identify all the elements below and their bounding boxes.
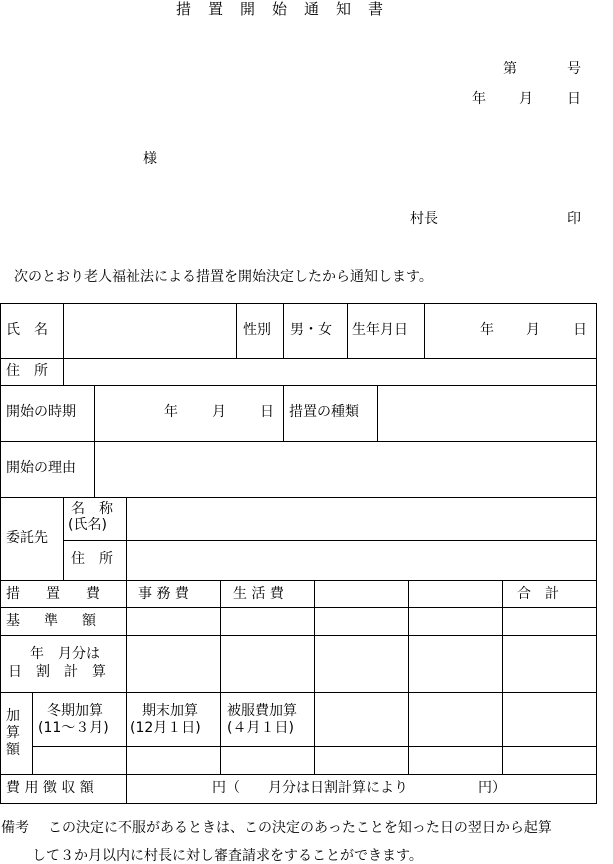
measure-cost-label: 措 置 費 bbox=[6, 586, 106, 602]
yearend-label-line2: (12月１日) bbox=[130, 720, 201, 736]
addition-label bbox=[6, 708, 22, 758]
birth-label: 生年月日 bbox=[352, 322, 408, 338]
start-time-label: 開始の時期 bbox=[6, 404, 76, 420]
number-prefix: 第 bbox=[503, 61, 517, 77]
consignee-address-label: 住 所 bbox=[71, 551, 113, 567]
total-label: 合 計 bbox=[517, 586, 559, 602]
remarks-label: 備考 bbox=[1, 820, 29, 836]
date-year: 年 bbox=[472, 91, 486, 107]
document-title: 措置開始通知書 bbox=[176, 0, 401, 18]
seal-mark: 印 bbox=[567, 211, 581, 227]
gender-value: 男・女 bbox=[290, 322, 332, 338]
measure-type-label: 措置の種類 bbox=[289, 404, 359, 420]
start-day: 日 bbox=[260, 404, 274, 420]
address-label: 住 所 bbox=[6, 363, 48, 379]
addition-label-text: 加算額 bbox=[6, 708, 20, 758]
remarks-line2: して３か月以内に村長に対し審査請求をすることができます。 bbox=[32, 848, 423, 864]
winter-label-line1: 冬期加算 bbox=[47, 703, 103, 719]
consignee-name-label: 名 称 bbox=[71, 501, 113, 517]
yearend-label-line1: 期末加算 bbox=[142, 703, 198, 719]
birth-year: 年 bbox=[480, 322, 494, 338]
start-month: 月 bbox=[212, 404, 226, 420]
standard-label: 基 準 額 bbox=[6, 613, 101, 629]
addressee-suffix: 様 bbox=[143, 151, 157, 167]
office-cost-label: 事 務 費 bbox=[138, 586, 189, 602]
consignee-name-sub: (氏名) bbox=[68, 517, 107, 533]
consignee-label: 委託先 bbox=[6, 530, 48, 546]
clothing-label-line1: 被服費加算 bbox=[227, 703, 297, 719]
name-label: 氏 名 bbox=[6, 322, 48, 338]
intro-text: 次のとおり老人福祉法による措置を開始決定したから通知します。 bbox=[14, 269, 433, 285]
daily-label-line1: 年 月分は bbox=[30, 646, 100, 662]
daily-label-line2: 日 割 計 算 bbox=[8, 664, 106, 680]
clothing-label-line2: (４月１日) bbox=[227, 720, 294, 736]
living-cost-label: 生 活 費 bbox=[233, 586, 284, 602]
winter-label-line2: (11～３月) bbox=[38, 720, 109, 736]
collection-text: 円（ 月分は日割計算により 円） bbox=[212, 780, 506, 796]
birth-month: 月 bbox=[526, 322, 540, 338]
number-suffix: 号 bbox=[567, 61, 581, 77]
date-month: 月 bbox=[519, 91, 533, 107]
birth-day: 日 bbox=[573, 322, 587, 338]
date-day: 日 bbox=[567, 91, 581, 107]
sender-title: 村長 bbox=[410, 211, 438, 227]
remarks-line1: この決定に不服があるときは、この決定のあったことを知った日の翌日から起算 bbox=[48, 820, 552, 836]
start-year: 年 bbox=[164, 404, 178, 420]
gender-label: 性別 bbox=[243, 322, 271, 338]
start-reason-label: 開始の理由 bbox=[6, 460, 76, 476]
collection-label: 費 用 徴 収 額 bbox=[6, 780, 94, 796]
